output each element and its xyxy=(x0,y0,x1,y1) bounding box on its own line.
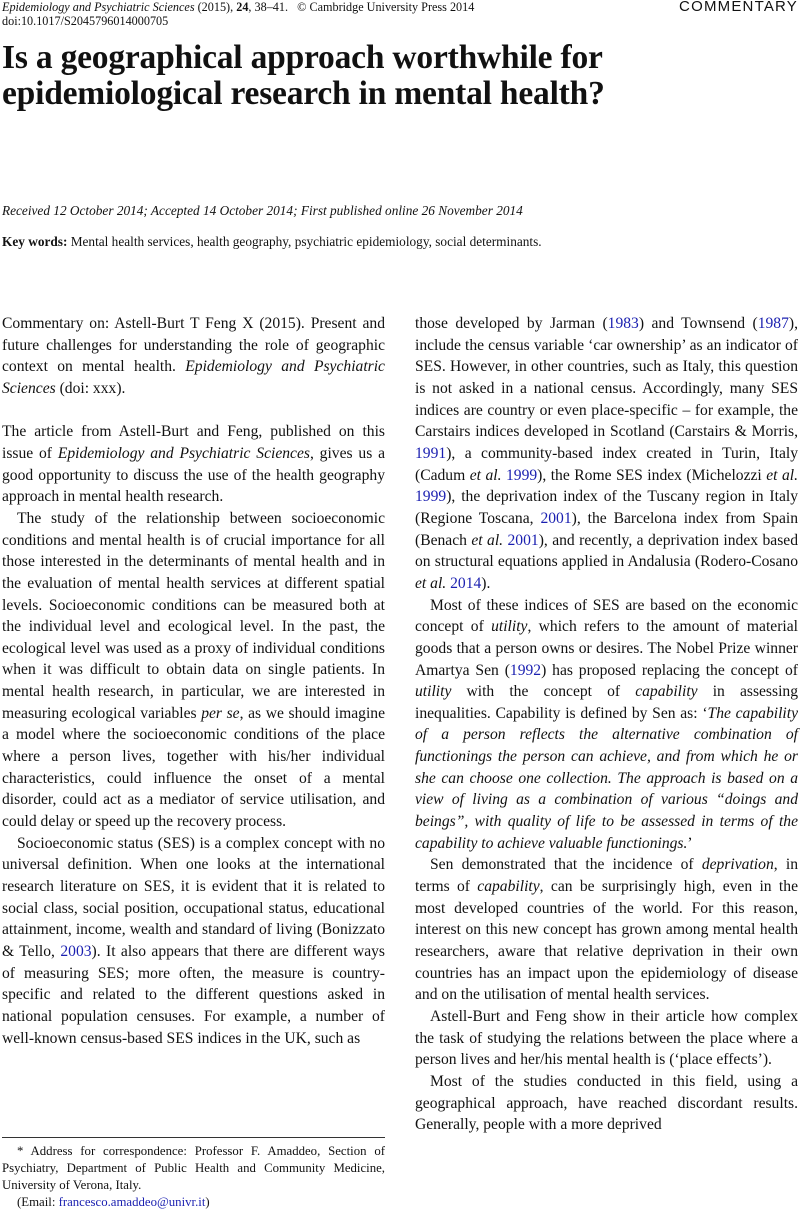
emphasis: deprivation xyxy=(701,856,774,874)
text: ). It also appears that there are different ways of measuring SES; more often, the measure is country-specific and related to the different questions asked in national population censuses. For example, a number of well-known census-based SES indices in the UK, such as xyxy=(2,943,385,1047)
paragraph: Most of the studies conducted in this field, using a geographical approach, have reached discordant results. Generally, people with a more deprived xyxy=(415,1072,798,1134)
citation-link[interactable]: 1987 xyxy=(757,315,789,332)
text: , gives us a good opportunity to discuss the use of the health geography approach in mental health research. xyxy=(2,444,385,506)
paragraph xyxy=(2,421,385,508)
doi: doi:10.1017/S2045796014000705 xyxy=(2,14,169,28)
text: ), a community-based index created in Turin, Italy (Cadum xyxy=(415,444,798,484)
et-al: et al. xyxy=(469,466,502,484)
text: , in terms of xyxy=(415,856,798,896)
emphasis: utility xyxy=(491,618,528,636)
email-link[interactable]: francesco.amaddeo@univr.it xyxy=(58,1195,206,1209)
journal-volume: 24 xyxy=(236,0,249,14)
sen-quote: The capability of a person reflects the alternative combination of functionings the person can achieve, and from which he or she can choose one collection. The approach is based on a view of living as a combination of various “doings and beings”, with quality of life to be assessed in terms of the capability to achieve valuable functionings. xyxy=(415,704,798,852)
citation-link[interactable]: 2001 xyxy=(507,531,539,549)
text: ) and Townsend ( xyxy=(638,315,758,332)
journal-year: (2015), xyxy=(197,0,234,14)
text: (Email: xyxy=(17,1195,59,1209)
citation-link[interactable]: 1983 xyxy=(607,315,639,332)
text: ), include the census variable ‘car ownership’ as an indicator of SES. However, in other countries, such as Italy, this question is not asked in a national census. Accordingly, many SES indices are country or even place-specific – for example, the Carstairs indices developed in Scotland (Carstairs & Morris, xyxy=(415,315,798,441)
text: The study of the relationship between socioeconomic conditions and mental health is of crucial importance for all those interested in the determinants of mental health and in the evaluation of mental health services at different spatial levels. Socioeconomic conditions can be measured both at the individual level and ecological level. In the past, the ecological level was used as a proxy of individual conditions when it was difficult to obtain data on single patients. In mental health research, in particular, we are interested in measuring ecological variables xyxy=(2,509,385,722)
citation-link[interactable]: 1991 xyxy=(415,444,447,462)
correspondence-address: * Address for correspondence: Professor F. Amaddeo, Section of Psychiatry, Department of Public Health and Community Medicine, University of Verona, Italy. xyxy=(2,1144,385,1192)
keywords-label: Key words: xyxy=(2,234,68,249)
text: Socioeconomic status (SES) is a complex concept with no universal definition. When one looks at the international research literature on SES, it is evident that it is related to social class, social position, occupational status, educational attainment, income, wealth and standard of living (Bonizzato & Tello, xyxy=(2,834,385,961)
paragraph xyxy=(415,595,798,855)
paragraph xyxy=(415,313,798,595)
paragraph xyxy=(2,833,385,1050)
text: ) has proposed replacing the concept of xyxy=(541,661,799,679)
paragraph: Astell-Burt and Feng show in their article how complex the task of studying the relations between the place where a person lives and her/his mental health is (‘place effects’). xyxy=(415,1008,798,1069)
journal-citation xyxy=(2,0,474,14)
text: those developed by Jarman ( xyxy=(415,315,608,332)
text: in assessing inequalities. Capability is defined by Sen as: ‘ xyxy=(415,683,798,722)
text: The article from Astell-Burt and Feng, published on this issue of xyxy=(2,423,385,462)
text: , as we should imagine a model where the socioeconomic conditions of the place where a person lives, together with his/her individual characteristics, could influence the onset of a mental disorder, could act as a mediator of service utilisation, and could delay or speed up the recovery process. xyxy=(2,704,385,831)
footnote xyxy=(2,1143,385,1211)
article-title: Is a geographical approach worthwhile for epidemiological research in mental health? xyxy=(2,39,605,112)
right-column xyxy=(415,313,798,1136)
paragraph xyxy=(415,854,798,1006)
text: ). xyxy=(481,574,491,592)
emphasis: utility xyxy=(415,683,452,701)
citation-link[interactable]: 1999 xyxy=(505,466,538,484)
text: , can be surprisingly high, even in the most developed countries of the world. For this reason, interest on this new concept has grown among mental health researchers, aware that relative deprivation in their own countries has an impact upon the epidemiology of disease and on the utilisation of mental health services. xyxy=(415,878,798,1004)
citation-link[interactable]: 2003 xyxy=(60,943,92,961)
emphasis: per se xyxy=(201,704,240,722)
keywords xyxy=(2,234,542,250)
journal-name: Epidemiology and Psychiatric Sciences xyxy=(2,0,195,14)
text: ), and recently, a deprivation index based on structural equations applied in Andalusia (Rodero-Cosano xyxy=(415,531,798,571)
text: Sen demonstrated that the incidence of xyxy=(430,856,702,874)
text: , which refers to the amount of material goods that a person owns or desires. The Nobel Prize winner Amartya Sen ( xyxy=(415,618,798,679)
citation-link[interactable]: 2001 xyxy=(540,509,572,527)
copyright: © Cambridge University Press 2014 xyxy=(297,0,475,14)
paragraph xyxy=(2,508,385,833)
journal-ref: Epidemiology and Psychiatric Sciences xyxy=(57,444,310,462)
text: ) xyxy=(205,1195,210,1209)
text: Most of these indices of SES are based on the economic concept of xyxy=(415,596,798,636)
text: (doi: xxx). xyxy=(55,379,126,397)
commentary-on-paragraph xyxy=(2,313,385,400)
citation-link[interactable]: 1992 xyxy=(509,661,542,679)
footnote-divider xyxy=(2,1137,385,1138)
text: Commentary on: Astell-Burt T Feng X (2015). Present and future challenges for understanding the role of geographic context on mental health. xyxy=(2,315,385,376)
keywords-text: Mental health services, health geography, psychiatric epidemiology, social determinants. xyxy=(67,234,542,249)
text: ’ xyxy=(687,834,693,852)
journal-pages: , 38–41. xyxy=(248,0,289,14)
section-label: COMMENTARY xyxy=(679,0,798,15)
emphasis: capability xyxy=(635,683,698,701)
emphasis: capability xyxy=(477,878,540,896)
et-al: et al. xyxy=(471,531,504,549)
text: ), the Rome SES index (Michelozzi xyxy=(537,466,767,484)
correspondence-email xyxy=(2,1194,385,1211)
received-dates: Received 12 October 2014; Accepted 14 October 2014; First published online 26 November 2014 xyxy=(2,203,523,218)
text: ), the Barcelona index from Spain (Benach xyxy=(415,509,798,549)
text: ), the deprivation index of the Tuscany region in Italy (Regione Toscana, xyxy=(415,488,798,527)
et-al: et al. xyxy=(766,466,799,484)
et-al: et al. xyxy=(415,574,447,592)
left-column xyxy=(2,313,385,1049)
text: with the concept of xyxy=(451,683,636,701)
citation-link[interactable]: 2014 xyxy=(450,574,482,592)
journal-ref: Epidemiology and Psychiatric Sciences xyxy=(2,358,385,397)
citation-link[interactable]: 1999 xyxy=(415,488,447,506)
